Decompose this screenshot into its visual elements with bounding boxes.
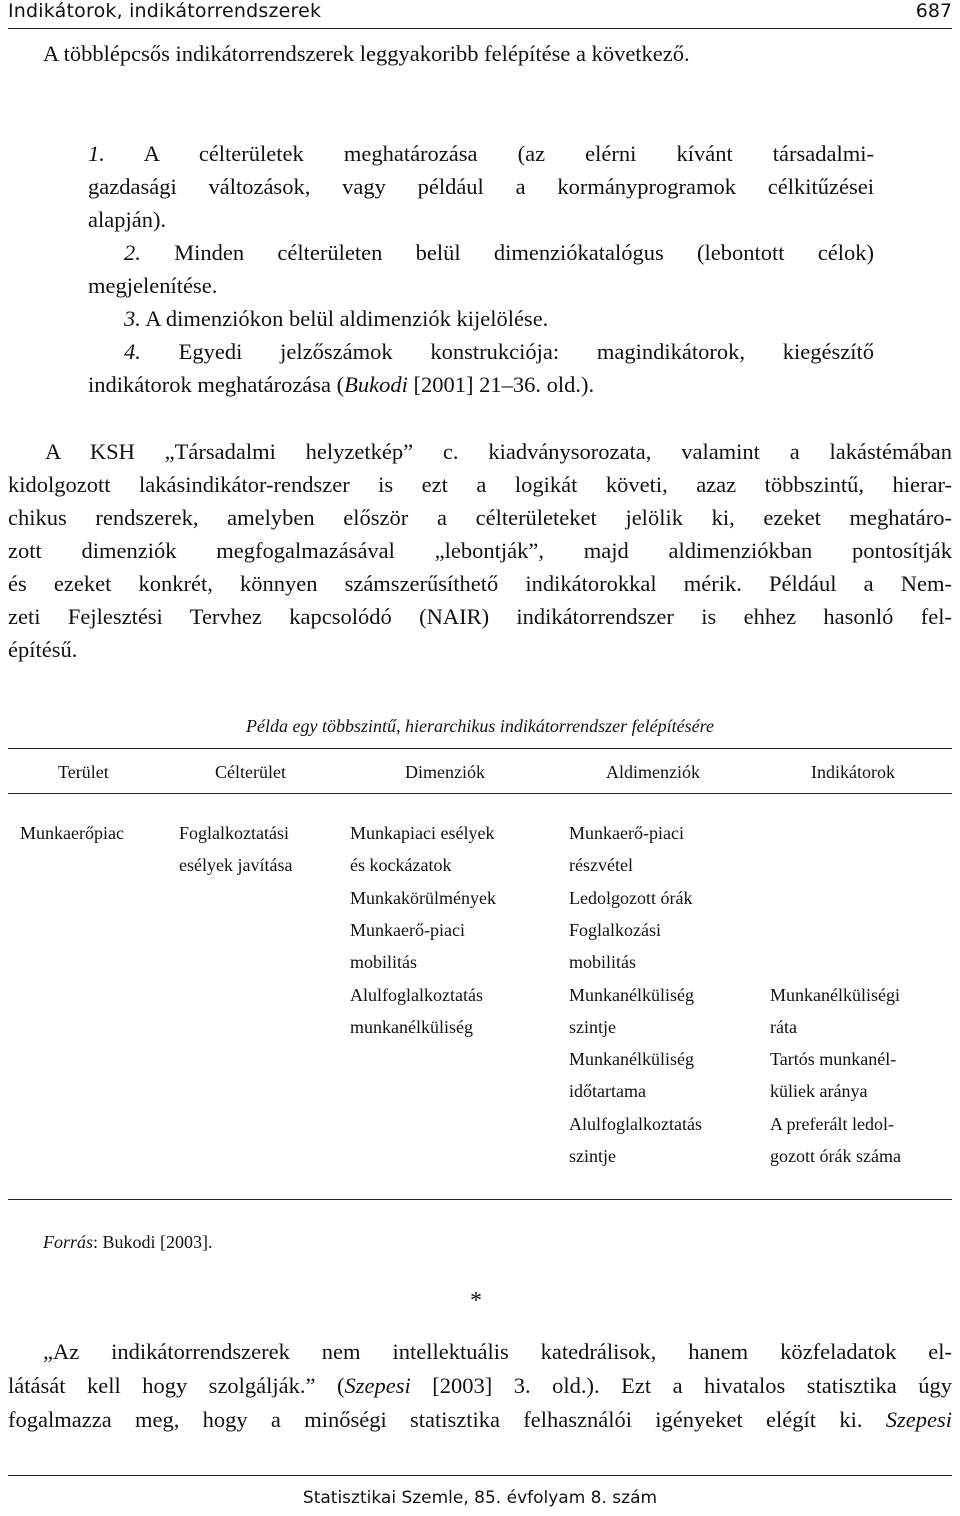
quote-line-3 (8, 1404, 952, 1437)
table-top-rule (8, 748, 952, 749)
step-text: Minden célterületen belül dimenziókatalógus (lebontott célok) (174, 240, 875, 265)
body-line-3: chikus rendszerek, amelyben először a célterületeket jelölik ki, ezeket meghatáro- (8, 505, 952, 530)
running-footer: Statisztikai Szemle, 85. évfolyam 8. szám (302, 1488, 658, 1508)
body-line-6: zeti Fejlesztési Tervhez kapcsolódó (NAIR) indikátorrendszer is ehhez hasonló fel- (8, 604, 952, 629)
body-line-7: építésű. (8, 637, 78, 662)
page-number: 687 (915, 0, 952, 22)
table-cell: mobilitás (569, 952, 636, 972)
quote-text: [2003] 3. old.). Ezt a hivatalos statisztika úgy (410, 1373, 952, 1398)
table-cell: Alulfoglalkoztatás (350, 985, 483, 1005)
source-label: Forrás (43, 1232, 94, 1252)
step-1-line-1 (88, 138, 874, 171)
table-cell: időtartama (569, 1081, 646, 1101)
table-cell: Munkaerőpiac (20, 823, 124, 843)
footer-rule (8, 1475, 952, 1476)
step-text: indikátorok meghatározása ( (88, 372, 345, 397)
step-number: 2. (124, 240, 141, 265)
step-1-line-3: alapján). (88, 207, 167, 232)
body-line-4: zott dimenziók megfogalmazásával „lebontják”, majd aldimenziókban pontosítják (8, 538, 952, 563)
table-cell: szintje (569, 1146, 616, 1166)
table-cell: Munkapiaci esélyek (350, 823, 495, 843)
table-header-aldimenziok: Aldimenziók (606, 762, 700, 782)
step-2-line-2: megjelenítése. (88, 273, 218, 298)
step-text: A dimenziókon belül aldimenziók kijelölése. (145, 306, 549, 331)
table-bottom-rule (8, 1199, 952, 1200)
body-line-5: és ezeket konkrét, könnyen számszerűsíthető indikátorokkal mérik. Például a Nem- (8, 571, 952, 596)
table-cell: Foglalkozási (569, 920, 661, 940)
table-source (43, 1232, 213, 1253)
step-text: [2001] 21–36. old.). (407, 372, 595, 397)
table-cell: munkanélküliség (350, 1017, 473, 1037)
citation-author: Bukodi (344, 372, 408, 397)
table-cell: Munkanélküliségi (770, 985, 900, 1005)
table-cell: Munkanélküliség (569, 1049, 694, 1069)
step-4-line-1 (124, 336, 874, 369)
quote-line-1: „Az indikátorrendszerek nem intellektuális katedrálisok, hanem közfeladatok el- (43, 1339, 952, 1364)
table-cell: gozott órák száma (770, 1146, 901, 1166)
table-caption: Példa egy többszintű, hierarchikus indikátorrendszer felépítésére (246, 716, 714, 736)
quote-text: látását kell hogy szolgálják.” ( (8, 1373, 345, 1398)
table-cell: ráta (770, 1017, 797, 1037)
table-cell: Munkakörülmények (350, 888, 496, 908)
step-3-line-1 (124, 303, 548, 336)
table-cell: Foglalkoztatási (179, 823, 289, 843)
citation-author: Szepesi (885, 1407, 952, 1432)
table-cell: részvétel (569, 855, 633, 875)
table-cell: Munkanélküliség (569, 985, 694, 1005)
table-header-rule (8, 793, 952, 794)
citation-author: Szepesi (344, 1373, 411, 1398)
table-cell: A preferált ledol- (770, 1114, 894, 1134)
table-cell: Tartós munkanél- (770, 1049, 897, 1069)
table-cell: Alulfoglalkoztatás (569, 1114, 702, 1134)
quote-line-2 (8, 1370, 952, 1403)
table-header-indikatorok: Indikátorok (811, 762, 895, 782)
table-cell: szintje (569, 1017, 616, 1037)
step-number: 3. (124, 306, 141, 331)
section-separator: * (470, 1288, 482, 1314)
table-header-terulet: Terület (58, 762, 109, 782)
table-header-celterulet: Célterület (215, 762, 286, 782)
table-cell: és kockázatok (350, 855, 452, 875)
source-text: : Bukodi [2003]. (93, 1232, 213, 1252)
step-2-line-1 (124, 237, 874, 270)
body-line-2: kidolgozott lakásindikátor-rendszer is ezt a logikát követi, azaz többszintű, hierar- (8, 472, 952, 497)
step-text: Egyedi jelzőszámok konstrukciója: magindikátorok, kiegészítő (178, 339, 874, 364)
step-1-line-2: gazdasági változások, vagy például a kormányprogramok célkitűzései (88, 174, 874, 199)
table-cell: esélyek javítása (179, 855, 293, 875)
step-number: 4. (124, 339, 141, 364)
quote-text: fogalmazza meg, hogy a minőségi statisztika felhasználói igényeket elégít ki. (8, 1407, 886, 1432)
running-title: Indikátorok, indikátorrendszerek (8, 0, 322, 22)
table-cell: Munkaerő-piaci (569, 823, 684, 843)
intro-text: A többlépcsős indikátorrendszerek leggyakoribb felépítése a következő. (43, 41, 690, 66)
step-text: A célterületek meghatározása (az elérni kívánt társadalmi- (143, 141, 874, 166)
table-cell: mobilitás (350, 952, 417, 972)
step-4-line-2 (88, 369, 594, 402)
step-number: 1. (88, 141, 105, 166)
table-header-dimenziok: Dimenziók (405, 762, 485, 782)
running-header (8, 0, 952, 29)
body-line-1: A KSH „Társadalmi helyzetkép” c. kiadványsorozata, valamint a lakástémában (45, 439, 952, 464)
table-cell: Munkaerő-piaci (350, 920, 465, 940)
table-cell: Ledolgozott órák (569, 888, 693, 908)
table-cell: küliek aránya (770, 1081, 868, 1101)
